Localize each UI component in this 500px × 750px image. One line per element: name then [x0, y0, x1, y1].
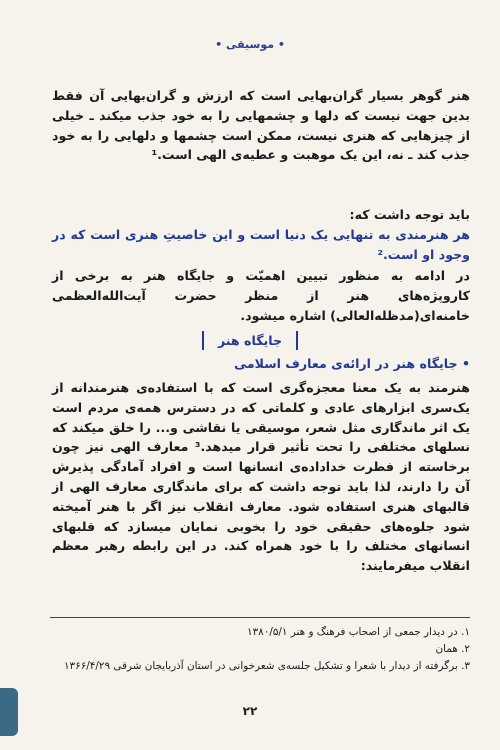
footnote-2: ۲. همان: [435, 642, 470, 655]
section-paragraph: هنرمند به یک معنا معجزه‌گری است که با استفاده‌ی هنرمندانه از یک‌سری ابزارهای عادی و کلماتی که در دسترس همه‌ی مردم است یک اثر ماندگاری مثل شعر، موسیقی یا نقاشی و... را خلق میکند که نسلهای مختلفی را تحت تأثیر قرار میدهد.³ معارف الهی نیز چون برخاسته از فطرت خداداده‌ی انسانها است و افراد آمادگی پذیرش آن را دارند، لذا باید توجه داشت که برای ماندگاری معارف الهی از قالبهای هنری استفاده شود. معارف انقلاب نیز اگر با هنر آمیخته شود جلوه‌های حقیقی خود را بخوبی نمایان میسازد که قلبهای انسانهای مختلف را با خود همراه کند. در این رابطه رهبر معظم انقلاب میفرمایند:: [52, 380, 471, 574]
footnote-3: ۳. برگرفته از دیدار با شعرا و تشکیل جلسه‌ی شعرخوانی در استان آذربایجان شرقی ۱۳۶۶/۴/۲۹: [63, 659, 470, 672]
running-head: • موسیقی •: [215, 38, 285, 51]
section-body: [52, 378, 470, 576]
page-number: ۲۲: [242, 704, 258, 718]
note-lead: [52, 205, 470, 225]
footnotes: [52, 624, 470, 674]
section-heading: جایگاه هنر: [202, 331, 298, 350]
quote-paragraph: [52, 225, 470, 265]
paragraph-1: هنر گوهر بسیار گران‌بهایی است که ارزش و گران‌بهایی آن فقط بدین جهت نیست که دلها و چشمهایی را به خود جذب میکند ـ خیلی از چیزهایی که هنری نیست، ممکن است چشمها و دلهایی را به خود جذب کند ـ نه، این یک موهبت و عطیه‌ی الهی است.¹: [52, 88, 470, 163]
section-heading-box: [0, 330, 500, 350]
intro-paragraph: [52, 86, 470, 165]
paragraph-2: باید توجه داشت که:: [349, 207, 470, 222]
paragraph-4: در ادامه به منظور تبیین اهمیّت و جایگاه هنر به برخی از کاروپژه‌های هنر از منظر حضرت آیت‌الله‌العظمی خامنه‌ای(مدظله‌العالی) اشاره میشود.: [52, 268, 470, 323]
publisher-tab-icon: [0, 688, 18, 736]
footnote-1: ۱. در دیدار جمعی از اصحاب فرهنگ و هنر ۱۳۸۰/۵/۱: [247, 626, 470, 638]
transition-paragraph: [52, 266, 470, 325]
sub-heading: • جایگاه هنر در ارائه‌ی معارف اسلامی: [234, 356, 470, 371]
footnote-divider: [50, 617, 470, 618]
paragraph-3: هر هنرمندی به تنهایی یک دنیا است و این خاصیتِ هنری است که در وجود او است.²: [52, 227, 470, 262]
